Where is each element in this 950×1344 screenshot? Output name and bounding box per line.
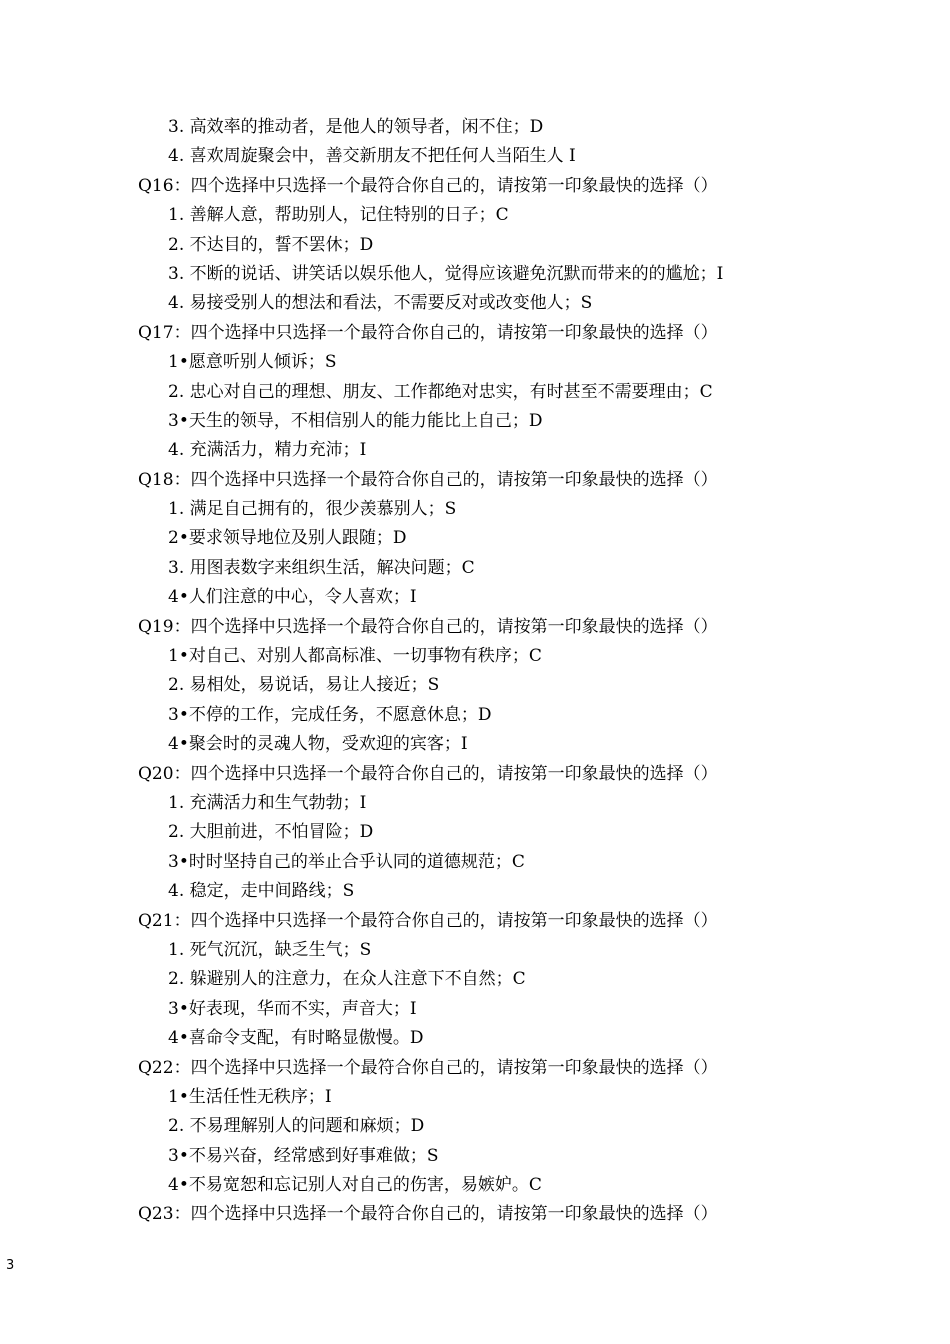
answer-option: 4. 稳定，走中间路线；S: [168, 881, 355, 902]
answer-option: 1. 满足自己拥有的，很少羡慕别人；S: [168, 499, 457, 520]
answer-option: 4•人们注意的中心，令人喜欢；I: [168, 587, 417, 608]
answer-option: 1. 死气沉沉，缺乏生气；S: [168, 939, 372, 960]
answer-option: 1•对自己、对别人都高标准、一切事物有秩序；C: [168, 646, 542, 667]
answer-option: 1•愿意听别人倾诉；S: [168, 352, 337, 373]
answer-option: 2•要求领导地位及别人跟随；D: [168, 528, 407, 549]
answer-option: 3•不易兴奋，经常感到好事难做；S: [168, 1145, 439, 1166]
question-heading: Q19：四个选择中只选择一个最符合你自己的，请按第一印象最快的选择（）: [138, 616, 718, 637]
answer-option: 4. 充满活力，精力充沛；I: [168, 440, 367, 461]
answer-option: 2. 大胆前进，不怕冒险；D: [168, 822, 374, 843]
answer-option: 2. 躲避别人的注意力，在众人注意下不自然；C: [168, 969, 526, 990]
answer-option: 2. 易相处，易说话，易让人接近；S: [168, 675, 440, 696]
answer-option: 3•不停的工作，完成任务，不愿意休息；D: [168, 704, 492, 725]
answer-option: 2. 不达目的，誓不罢休；D: [168, 234, 374, 255]
answer-option: 3•天生的领导，不相信别人的能力能比上自己；D: [168, 410, 543, 431]
answer-option: 4. 易接受别人的想法和看法，不需要反对或改变他人；S: [168, 293, 593, 314]
answer-option: 1•生活任性无秩序；I: [168, 1086, 332, 1107]
answer-option: 3. 不断的说话、讲笑话以娱乐他人，觉得应该避免沉默而带来的的尴尬；I: [168, 263, 724, 284]
answer-option: 3•时时坚持自己的举止合乎认同的道德规范；C: [168, 851, 525, 872]
answer-option: 4•不易宽恕和忘记别人对自己的伤害，易嫉妒。C: [168, 1175, 542, 1196]
question-heading: Q22：四个选择中只选择一个最符合你自己的，请按第一印象最快的选择（）: [138, 1057, 718, 1078]
answer-option: 4•喜命令支配，有时略显傲慢。D: [168, 1028, 424, 1049]
answer-option: 1. 充满活力和生气勃勃；I: [168, 792, 367, 813]
answer-option: 4. 喜欢周旋聚会中，善交新朋友不把任何人当陌生人 I: [168, 146, 576, 167]
question-heading: Q20：四个选择中只选择一个最符合你自己的，请按第一印象最快的选择（）: [138, 763, 718, 784]
question-heading: Q16：四个选择中只选择一个最符合你自己的，请按第一印象最快的选择（）: [138, 175, 718, 196]
answer-option: 4•聚会时的灵魂人物，受欢迎的宾客；I: [168, 734, 468, 755]
questionnaire-body: [0, 113, 950, 1230]
answer-option: 2. 不易理解别人的问题和麻烦；D: [168, 1116, 425, 1137]
answer-option: 3. 高效率的推动者，是他人的领导者，闲不住；D: [168, 117, 544, 137]
question-heading: Q18：四个选择中只选择一个最符合你自己的，请按第一印象最快的选择（）: [138, 469, 718, 490]
question-heading: Q21：四个选择中只选择一个最符合你自己的，请按第一印象最快的选择（）: [138, 910, 718, 931]
answer-option: 3. 用图表数字来组织生活，解决问题；C: [168, 557, 475, 578]
question-heading: Q23：四个选择中只选择一个最符合你自己的，请按第一印象最快的选择（）: [138, 1204, 718, 1225]
answer-option: 1. 善解人意，帮助别人，记住特别的日子；C: [168, 205, 509, 226]
answer-option: 3•好表现，华而不实，声音大；I: [168, 998, 417, 1019]
question-heading: Q17：四个选择中只选择一个最符合你自己的，请按第一印象最快的选择（）: [138, 322, 718, 343]
page-number: 3: [6, 1258, 15, 1273]
answer-option: 2. 忠心对自己的理想、朋友、工作都绝对忠实，有时甚至不需要理由；C: [168, 381, 713, 402]
